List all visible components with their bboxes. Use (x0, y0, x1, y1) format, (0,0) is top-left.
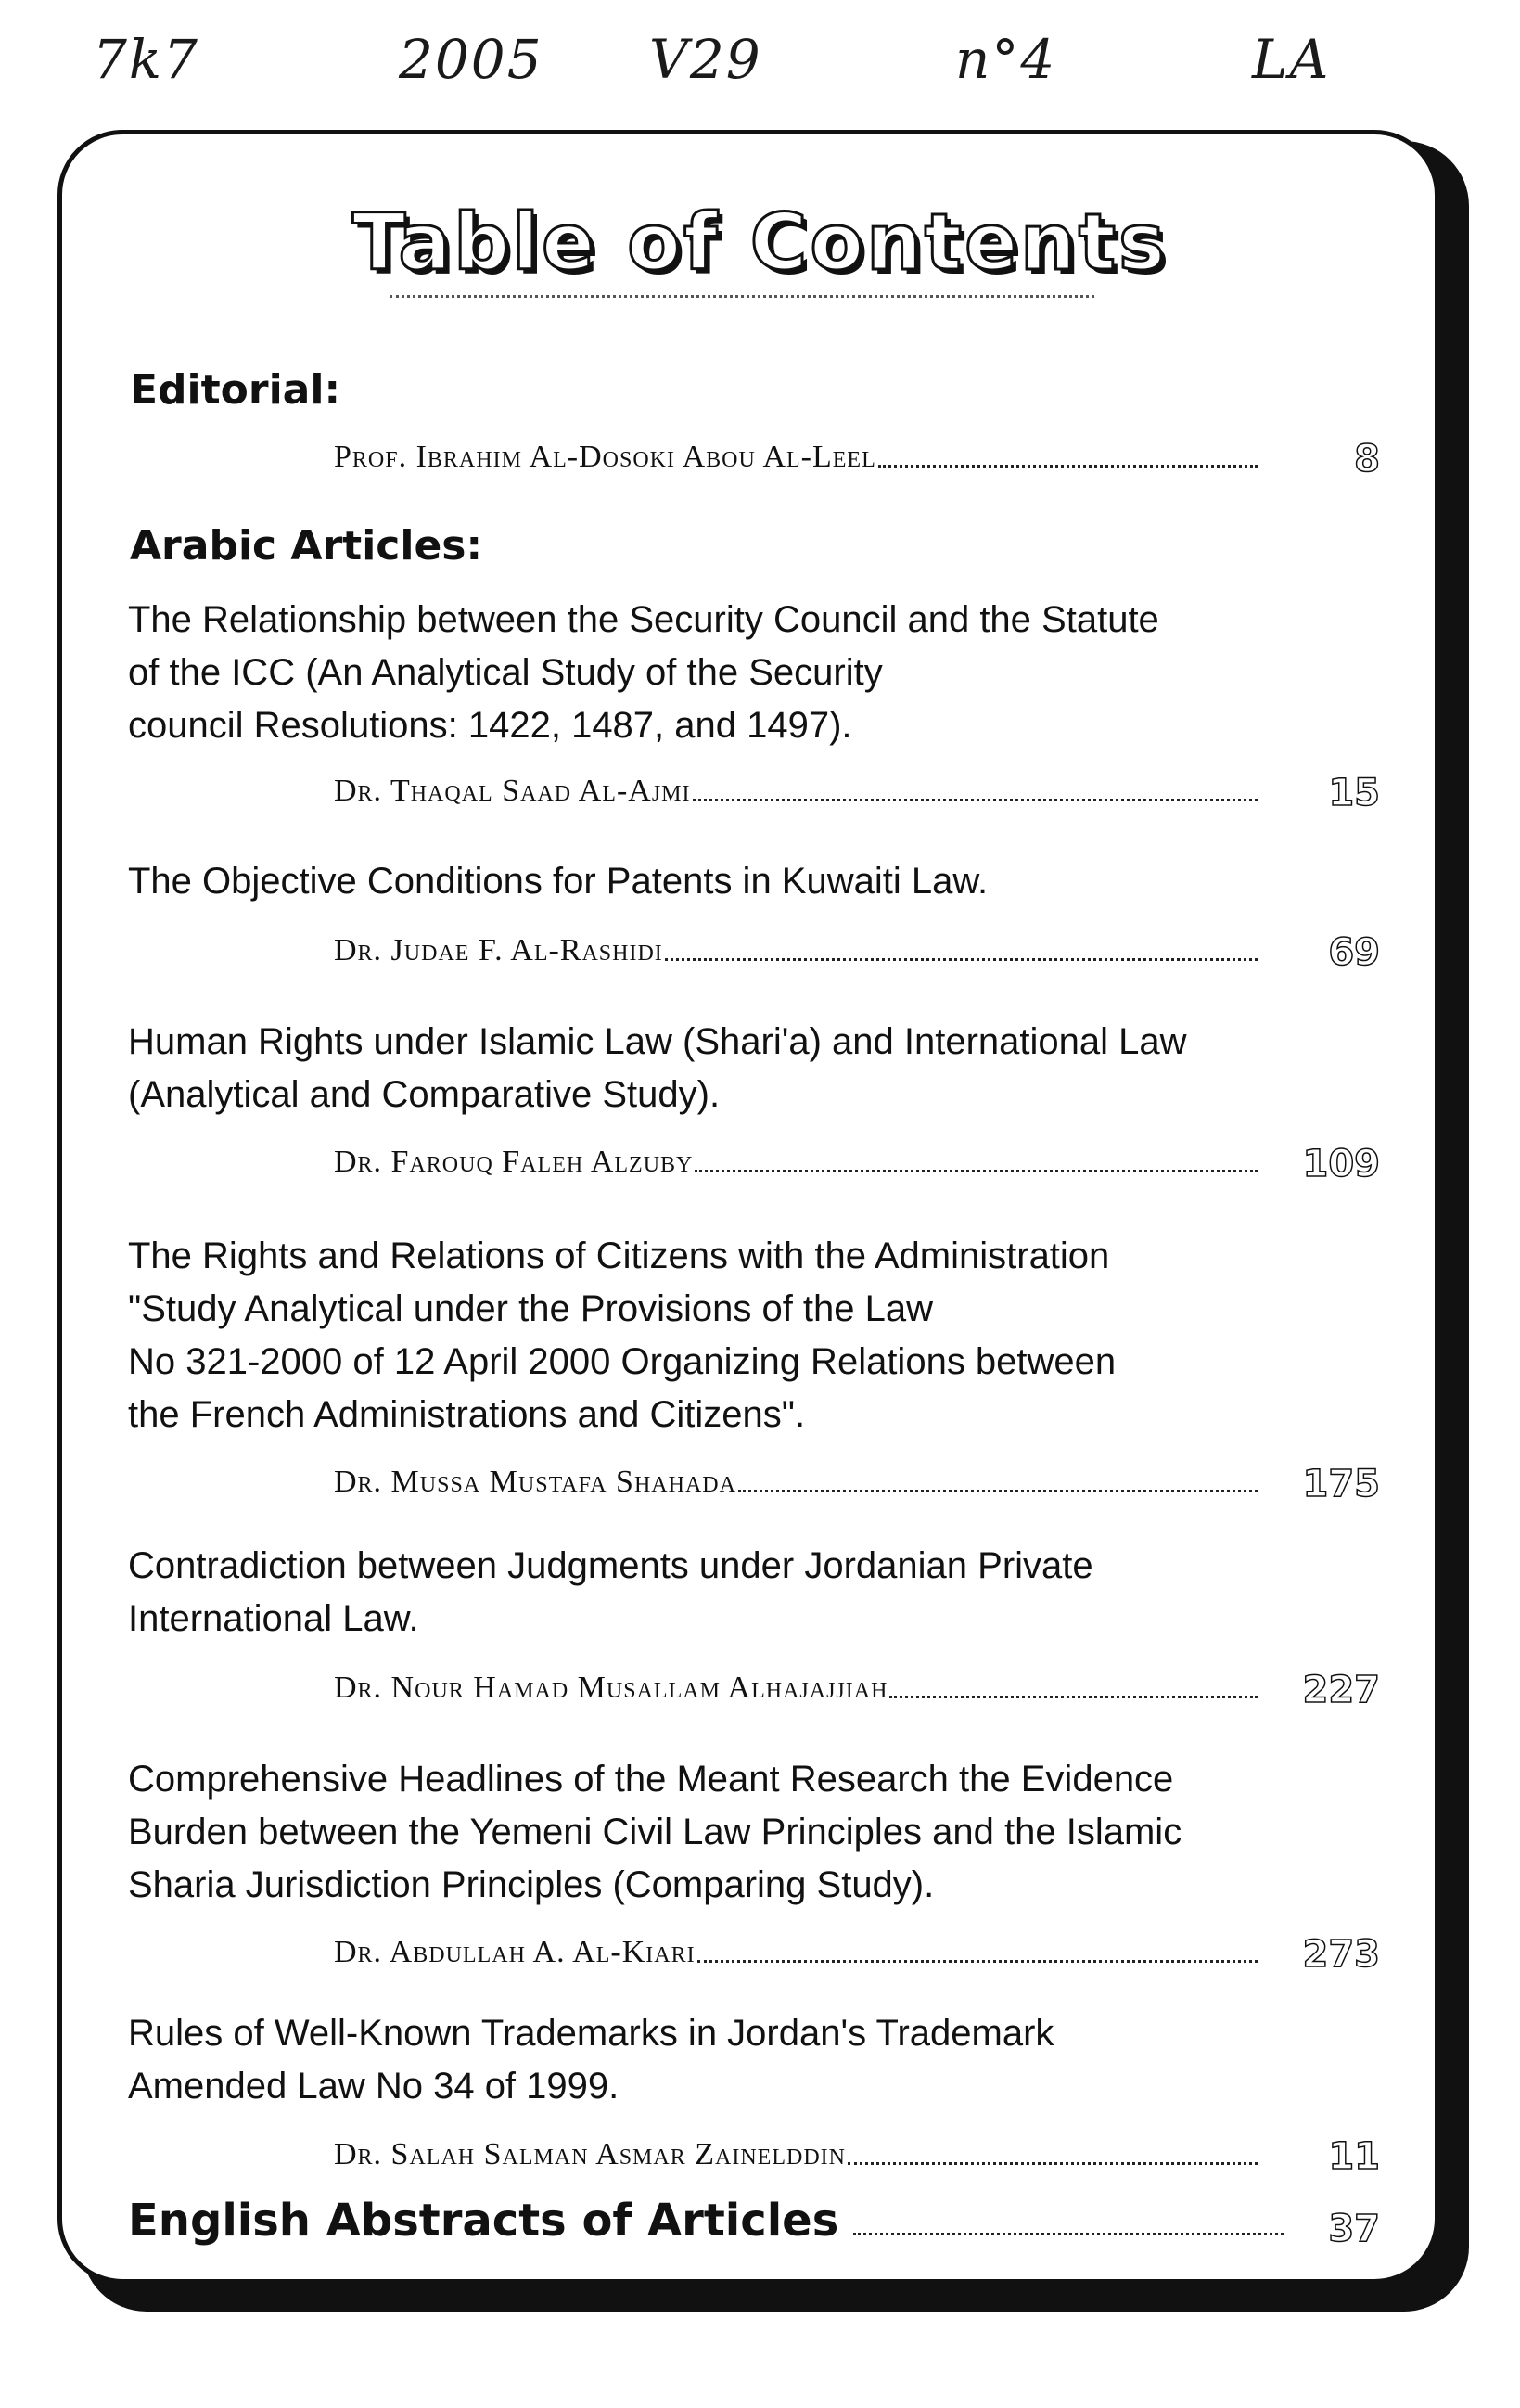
article-author-line-2 (334, 928, 1261, 968)
dot-leader (738, 1490, 1258, 1492)
section-heading-editorial: Editorial: (130, 366, 341, 414)
article-title-3: Human Rights under Islamic Law (Shari'a) and International Law (Analytical and Comparative Study). (128, 1021, 1187, 1115)
article-title-4: The Rights and Relations of Citizens with the Administration "Study Analytical under the Provisions of the Law No 321-2000 of 12 April 2000 Organizing Relations between the French Administrations and Citizens". (128, 1236, 1117, 1435)
article-author-line-3 (334, 1139, 1261, 1180)
dot-leader (695, 1170, 1258, 1172)
article-page-1[interactable]: 15 (1328, 772, 1380, 814)
article-title-7: Rules of Well-Known Trademarks in Jordan's Trademark Amended Law No 34 of 1999. (128, 2013, 1054, 2107)
article-page-6[interactable]: 273 (1302, 1933, 1380, 1976)
english-abstracts-page[interactable]: 37 (1328, 2208, 1380, 2250)
article-page-5[interactable]: 227 (1302, 1669, 1380, 1711)
article-page-7[interactable]: 11 (1328, 2135, 1380, 2178)
article-author-3: Dr. Farouq Faleh Alzuby (334, 1145, 694, 1179)
dot-leader (889, 1696, 1258, 1698)
dot-leader (848, 2162, 1258, 2165)
handwritten-note-4: n°4 (955, 28, 1057, 91)
dot-leader (697, 1960, 1258, 1963)
article-title-5: Contradiction between Judgments under Jordanian Private International Law. (128, 1545, 1093, 1639)
handwritten-note-5: LA (1252, 28, 1331, 91)
article-page-3[interactable]: 109 (1302, 1143, 1380, 1185)
article-author-2: Dr. Judae F. Al-Rashidi (334, 933, 663, 967)
article-author-line-5 (334, 1665, 1261, 1706)
article-author-1: Dr. Thaqal Saad Al-Ajmi (334, 774, 691, 808)
dot-leader (853, 2233, 1284, 2235)
article-author-4: Dr. Mussa Mustafa Shahada (334, 1465, 736, 1499)
editorial-author: Prof. Ibrahim Al-Dosoki Abou Al-Leel (334, 440, 876, 474)
page-title: Table of Contents (351, 197, 1169, 288)
editorial-author-line (334, 434, 1261, 475)
section-heading-english-abstracts: English Abstracts of Articles (128, 2195, 839, 2247)
article-title-1: The Relationship between the Security Council and the Statute of the ICC (An Analytical Study of the Security council Resolutions: 1422, 1487, and 1497). (128, 599, 1159, 746)
article-author-5: Dr. Nour Hamad Musallam Alhajajjiah (334, 1671, 888, 1705)
english-abstracts-line (128, 2191, 1287, 2247)
section-heading-arabic-articles: Arabic Articles: (130, 522, 483, 570)
article-title-2: The Objective Conditions for Patents in Kuwaiti Law. (128, 861, 989, 902)
article-author-line-4 (334, 1459, 1261, 1500)
dot-leader (693, 799, 1258, 801)
article-title-6: Comprehensive Headlines of the Meant Research the Evidence Burden between the Yemeni Civil Law Principles and the Islamic Sharia Jurisdiction Principles (Comparing Study). (128, 1759, 1182, 1905)
article-author-line-6 (334, 1929, 1261, 1970)
article-author-line-7 (334, 2132, 1261, 2172)
handwritten-note-3: V29 (649, 28, 762, 91)
article-page-2[interactable]: 69 (1328, 931, 1380, 974)
handwritten-note-1: 7k7 (93, 28, 199, 91)
editorial-page-number[interactable]: 8 (1354, 438, 1380, 480)
dot-leader (878, 465, 1258, 468)
article-author-6: Dr. Abdullah A. Al-Kiari (334, 1935, 696, 1969)
article-author-7: Dr. Salah Salman Asmar Zainelddin (334, 2137, 846, 2171)
article-author-line-1 (334, 768, 1261, 809)
title-underline (390, 295, 1094, 298)
article-page-4[interactable]: 175 (1302, 1463, 1380, 1505)
handwritten-note-2: 2005 (399, 28, 543, 91)
dot-leader (665, 958, 1258, 961)
